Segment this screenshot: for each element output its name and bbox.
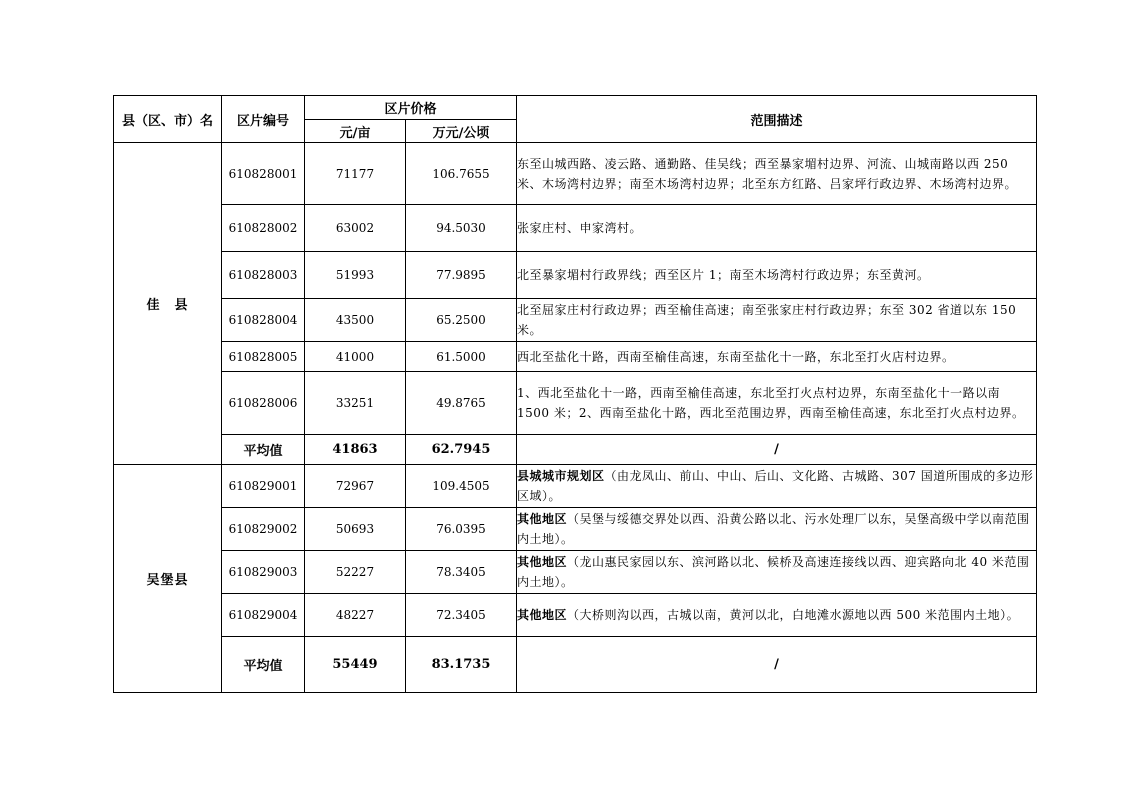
yuan-cell: 33251 [305,372,406,435]
zone-label: 县城城市规划区 [517,469,605,483]
desc-cell [517,594,1037,637]
land-price-table [113,95,1037,693]
county-header: 县（区、市）名 [114,96,222,143]
yuan-cell: 72967 [305,465,406,508]
table-row [114,551,1037,594]
code-cell: 610829002 [222,508,305,551]
code-cell: 610829001 [222,465,305,508]
desc-text: 张家庄村、申家湾村。 [517,221,643,235]
wan-cell: 77.9895 [406,252,517,299]
wan-cell: 106.7655 [406,143,517,205]
county-cell: 吴堡县 [114,465,222,693]
desc-cell [517,551,1037,594]
code-cell: 610829004 [222,594,305,637]
table-row [114,342,1037,372]
table-row [114,252,1037,299]
yuan-cell: 52227 [305,551,406,594]
desc-text: 西北至盐化十路，西南至榆佳高速，东南至盐化十一路，东北至打火店村边界。 [517,349,955,364]
table-row [114,205,1037,252]
wan-cell: 61.5000 [406,342,517,372]
table-row [114,372,1037,435]
code-cell: 610829003 [222,551,305,594]
code-cell: 610828001 [222,143,305,205]
zone-label: 其他地区 [517,555,568,569]
desc-text: （吴堡与绥德交界处以西、沿黄公路以北、污水处理厂以东，吴堡高级中学以南范围内土地）。 [517,512,1030,546]
average-wan: 83.1735 [406,637,517,693]
wan-cell: 76.0395 [406,508,517,551]
desc-text: 东至山城西路、凌云路、通勤路、佳吴线；西至暴家堳村边界、河流、山城南路以西 250 米、木场湾村边界；南至木场湾村边界；北至东方红路、吕家坪行政边界、木场湾村边界。 [517,156,1018,191]
table-row [114,508,1037,551]
yuan-cell: 50693 [305,508,406,551]
desc-text: 北至屈家庄村行政边界；西至榆佳高速；南至张家庄村行政边界；东至 302 省道以东 150 米。 [517,303,1017,337]
wan-cell: 72.3405 [406,594,517,637]
zone-label: 其他地区 [517,512,568,526]
desc-text: （龙山惠民家园以东、滨河路以北、候桥及高速连接线以西、迎宾路向北 40 米范围内土地）。 [517,555,1030,589]
average-yuan: 41863 [305,435,406,465]
wan-cell: 49.8765 [406,372,517,435]
average-yuan: 55449 [305,637,406,693]
average-desc: / [517,435,1037,465]
desc-cell [517,299,1037,342]
yuan-per-mu-header: 元/亩 [305,120,406,143]
yuan-cell: 48227 [305,594,406,637]
wan-cell: 65.2500 [406,299,517,342]
average-wan: 62.7945 [406,435,517,465]
code-header: 区片编号 [222,96,305,143]
desc-cell [517,143,1037,205]
average-row [114,435,1037,465]
code-cell: 610828002 [222,205,305,252]
yuan-cell: 41000 [305,342,406,372]
yuan-cell: 51993 [305,252,406,299]
table-row [114,465,1037,508]
yuan-cell: 63002 [305,205,406,252]
code-cell: 610828004 [222,299,305,342]
wan-cell: 78.3405 [406,551,517,594]
desc-text: 1、西北至盐化十一路，西南至榆佳高速，东北至打火点村边界，东南至盐化十一路以南 1500 米；2、西南至盐化十路，西北至范围边界，西南至榆佳高速，东北至打火点村边界。 [517,386,1025,420]
desc-cell [517,508,1037,551]
desc-cell [517,252,1037,299]
average-desc: / [517,637,1037,693]
zone-label: 其他地区 [517,608,568,622]
desc-text: （大桥则沟以西，古城以南，黄河以北，白地滩水源地以西 500 米范围内土地）。 [567,608,1020,622]
desc-text: 北至暴家堳村行政界线；西至区片 1；南至木场湾村行政边界；东至黄河。 [517,268,930,282]
wan-per-ha-header: 万元/公顷 [406,120,517,143]
code-cell: 610828005 [222,342,305,372]
code-cell: 610828006 [222,372,305,435]
average-row [114,637,1037,693]
wan-cell: 94.5030 [406,205,517,252]
desc-cell [517,372,1037,435]
desc-text: （由龙凤山、前山、中山、后山、文化路、古城路、307 国道所围成的多边形区域）。 [517,469,1034,503]
code-cell: 610828003 [222,252,305,299]
desc-cell [517,205,1037,252]
table-row [114,143,1037,205]
table-row [114,299,1037,342]
price-group-header: 区片价格 [305,96,517,120]
desc-header: 范围描述 [517,96,1037,143]
header-row [114,96,1037,120]
county-cell: 佳 县 [114,143,222,465]
table-row [114,594,1037,637]
desc-cell [517,465,1037,508]
average-label: 平均值 [222,435,305,465]
yuan-cell: 43500 [305,299,406,342]
average-label: 平均值 [222,637,305,693]
wan-cell: 109.4505 [406,465,517,508]
yuan-cell: 71177 [305,143,406,205]
desc-cell [517,342,1037,372]
